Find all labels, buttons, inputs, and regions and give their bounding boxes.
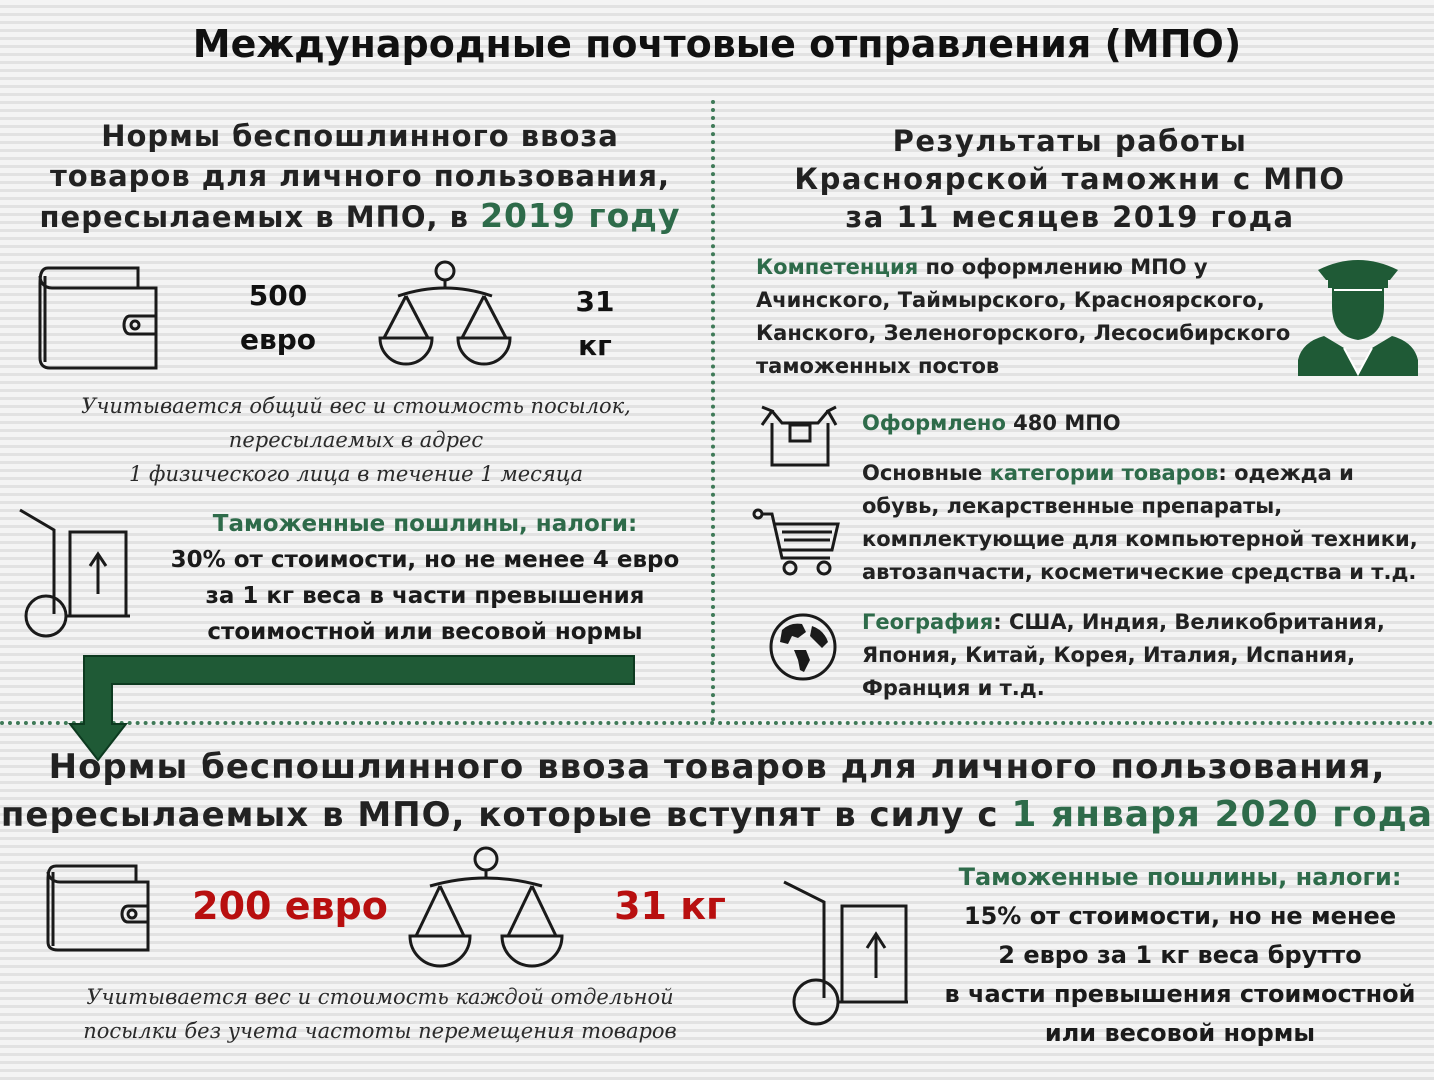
- categories-line3: комплектующие для компьютерной техники,: [862, 527, 1418, 551]
- geography-line2: Япония, Китай, Корея, Италия, Испания,: [862, 643, 1356, 667]
- scales-icon: [408, 844, 564, 972]
- processed-value: 480 МПО: [1005, 411, 1121, 435]
- bottom-duty-line2: 2 евро за 1 кг веса брутто: [998, 941, 1362, 969]
- bottom-heading-prefix: пересылаемых в МПО, которые вступят в силу с: [0, 795, 1012, 835]
- geography-line3: Франция и т.д.: [862, 676, 1045, 700]
- competence-line1-rest: по оформлению МПО у: [918, 255, 1208, 279]
- processed-label: Оформлено: [862, 411, 1006, 435]
- left-heading-prefix: пересылаемых в МПО, в: [39, 200, 481, 234]
- left-note-line1: Учитывается общий вес и стоимость посылок,: [81, 394, 631, 418]
- bottom-duty-line3: в части превышения стоимостной: [944, 980, 1416, 1008]
- categories-label: категории товаров: [989, 461, 1219, 485]
- hand-truck-icon: [780, 878, 912, 1028]
- categories-text: [862, 457, 1427, 589]
- bottom-heading-line1: Нормы беспошлинного ввоза товаров для личного пользования,: [48, 747, 1386, 787]
- left-value-currency: евро: [240, 323, 316, 356]
- bottom-duty-title: Таможенные пошлины, налоги:: [958, 863, 1402, 891]
- bottom-duty-line1: 15% от стоимости, но не менее: [963, 902, 1397, 930]
- bottom-note-line1: Учитывается вес и стоимость каждой отдельной: [86, 985, 674, 1009]
- competence-line4: таможенных постов: [756, 354, 1000, 378]
- scales-icon: [378, 258, 512, 370]
- wallet-icon: [38, 264, 170, 370]
- bottom-heading: [0, 744, 1434, 839]
- left-duty-line3: стоимостной или весовой нормы: [207, 619, 643, 645]
- globe-icon: [768, 612, 838, 682]
- left-heading-line2: товаров для личного пользования,: [50, 159, 670, 193]
- left-heading-line1: Нормы беспошлинного ввоза: [101, 119, 619, 153]
- bottom-duty: [930, 858, 1430, 1053]
- left-heading-year: 2019 году: [480, 196, 681, 235]
- vertical-divider: [711, 100, 715, 722]
- left-value-amount: 500: [248, 279, 308, 312]
- competence-line3: Канского, Зеленогорского, Лесосибирского: [756, 321, 1291, 345]
- categories-line1-rest: : одежда и: [1218, 461, 1354, 485]
- competence-text: [756, 251, 1296, 383]
- hand-truck-icon: [16, 506, 134, 640]
- geography-label: География: [862, 610, 994, 634]
- left-weight-unit: кг: [578, 329, 612, 362]
- customs-officer-icon: [1298, 256, 1418, 376]
- categories-line2: обувь, лекарственные препараты,: [862, 494, 1283, 518]
- competence-label: Компетенция: [756, 255, 919, 279]
- page-title: Международные почтовые отправления (МПО): [192, 22, 1242, 66]
- geography-line1-rest: : США, Индия, Великобритания,: [993, 610, 1385, 634]
- bottom-heading-date: 1 января 2020 года: [1011, 794, 1434, 835]
- left-note-line3: 1 физического лица в течение 1 месяца: [129, 462, 583, 486]
- bottom-heading-line2: [0, 791, 1434, 839]
- competence-line2: Ачинского, Таймырского, Красноярского,: [756, 288, 1265, 312]
- categories-line4: автозапчасти, косметические средства и т.д.: [862, 560, 1417, 584]
- bottom-note-line2: посылки без учета частоты перемещения товаров: [83, 1019, 677, 1043]
- right-heading-line2: Красноярской таможни с МПО: [794, 162, 1346, 196]
- bottom-note: [30, 980, 730, 1048]
- left-duty-line2: за 1 кг веса в части превышения: [205, 583, 645, 609]
- processed-text: [862, 407, 1262, 440]
- wallet-icon: [46, 862, 160, 952]
- right-heading-line1: Результаты работы: [892, 124, 1248, 158]
- left-weight-amount: 31: [575, 285, 615, 318]
- left-duty-title: Таможенные пошлины, налоги:: [212, 511, 638, 537]
- bottom-value: 200 евро: [192, 884, 388, 928]
- left-heading: [15, 116, 705, 237]
- competence-line1: [756, 251, 1296, 284]
- parcel-box-icon: [758, 403, 840, 469]
- categories-line1: [862, 457, 1427, 490]
- left-value: [228, 274, 328, 362]
- bottom-weight: 31 кг: [614, 884, 726, 928]
- left-note: [20, 389, 692, 491]
- left-duty: [160, 506, 690, 650]
- geography-line1: [862, 606, 1422, 639]
- left-heading-line3: [15, 196, 705, 237]
- geography-text: [862, 606, 1422, 705]
- left-duty-line1: 30% от стоимости, но не менее 4 евро: [170, 547, 680, 573]
- bottom-duty-line4: или весовой нормы: [1044, 1019, 1316, 1047]
- left-note-line2: пересылаемых в адрес: [228, 428, 484, 452]
- right-heading: [730, 122, 1410, 236]
- left-weight: [560, 280, 630, 368]
- right-heading-line3: за 11 месяцев 2019 года: [845, 200, 1295, 234]
- shopping-cart-icon: [752, 508, 842, 580]
- categories-prefix: Основные: [862, 461, 990, 485]
